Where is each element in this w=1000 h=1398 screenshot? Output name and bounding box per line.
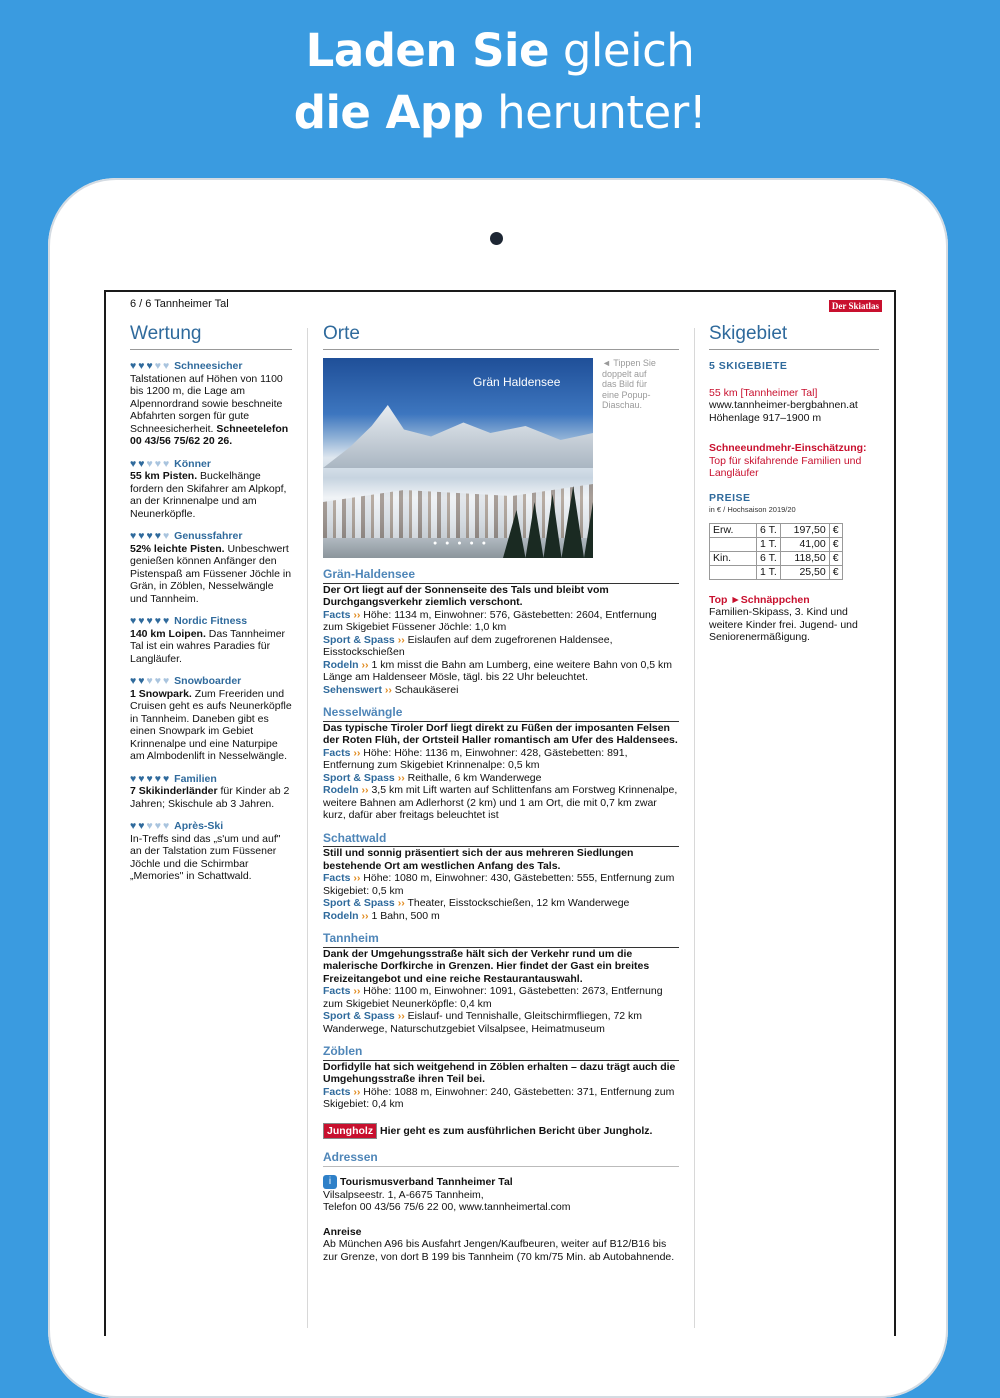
promo-line2-bold: die App <box>293 86 484 139</box>
info-icon[interactable]: i <box>323 1175 337 1189</box>
rating-text: Talstationen auf Höhen von 1100 bis 1200 m, die Lage am Alpennordrand sowie beschneite Abfahrten sorgen für gute Schneesicherheit. <box>130 372 283 435</box>
price-cell-price: 118,50 <box>780 551 829 565</box>
jungholz-tag[interactable]: Jungholz <box>323 1123 377 1139</box>
ort-fact-label: Facts <box>323 608 351 621</box>
ort-fact-row <box>323 772 679 785</box>
ort-section <box>323 932 679 1035</box>
anreise-text: Ab München A96 bis Ausfahrt Jengen/Kaufbeuren, weiter auf B12/B16 bis zur Grenze, von dort B 199 bis Tannheim (70 km/75 Min. ab Autobahnende. <box>323 1238 675 1263</box>
ort-fact-row <box>323 659 679 684</box>
preise-note: in € / Hochsaison 2019/20 <box>709 505 796 514</box>
price-cell-group <box>710 565 757 579</box>
rating-item <box>130 675 292 763</box>
ort-section <box>323 568 679 696</box>
ort-fact-row <box>323 985 679 1010</box>
rating-item <box>130 530 292 605</box>
chevron-right-icon: ›› <box>353 746 361 759</box>
ort-lead: Das typische Tiroler Dorf liegt direkt zu Füßen der imposanten Felsen der Roten Flüh, der Ortsteil Haller romantisch am Ufer des Haldensees. <box>323 721 678 746</box>
rating-name: Familien <box>174 772 217 785</box>
ort-fact-text: Höhe: 1088 m, Einwohner: 240, Gästebetten: 371, Entfernung zum Skigebiet: 0,4 km <box>323 1085 675 1110</box>
hearts-icon: ♥♥♥♥♥ <box>130 530 172 542</box>
rating-text: Das Tannheimer Tal ist ein wahres Paradies für Langläufer. <box>130 627 286 665</box>
price-cell-days: 6 T. <box>757 551 781 565</box>
rating-item <box>130 773 292 811</box>
ort-fact-row <box>323 784 679 822</box>
rating-item <box>130 820 292 883</box>
hearts-icon: ♥♥♥♥♥ <box>130 820 172 832</box>
ort-fact-row <box>323 910 679 923</box>
ort-fact-label: Sport & Spass <box>323 897 395 909</box>
ort-fact-text: Höhe: 1080 m, Einwohner: 430, Gästebetten: 555, Entfernung zum Skigebiet: 0,5 km <box>323 872 675 897</box>
ort-fact-label: Facts <box>323 872 351 884</box>
ort-fact-label: Rodeln <box>323 784 359 796</box>
rating-lead: 140 km Loipen. <box>130 627 206 640</box>
rating-name: Schneesicher <box>174 360 243 372</box>
hearts-icon: ♥♥♥♥♥ <box>130 360 172 372</box>
rating-lead: 1 Snowpark. <box>130 687 192 700</box>
ort-fact-row <box>323 634 679 659</box>
rating-item <box>130 615 292 665</box>
price-cell-group: Kin. <box>710 551 757 565</box>
rating-name: Nordic Fitness <box>174 615 248 627</box>
org-address: Vilsalpseestr. 1, A-6675 Tannheim, <box>323 1188 484 1201</box>
promo-line1-bold: Laden Sie <box>305 24 549 77</box>
rating-lead: 55 km Pisten. <box>130 470 198 482</box>
orte-column <box>323 322 679 1263</box>
ort-fact-text: Theater, Eisstockschießen, 12 km Wanderwege <box>407 897 630 909</box>
rating-name: Snowboarder <box>174 675 242 687</box>
wertung-title: Wertung <box>130 322 292 350</box>
ort-fact-label: Facts <box>323 985 351 997</box>
adressen-title: Adressen <box>323 1151 679 1167</box>
screen <box>104 290 896 1336</box>
rating-item <box>130 458 292 521</box>
ort-fact-text: Eislaufen auf dem zugefrorenen Haldensee, Eisstockschießen <box>323 633 613 658</box>
ort-fact-label: Sport & Spass <box>323 633 395 646</box>
rating-tail: Schneetelefon 00 43/56 75/62 20 26. <box>130 422 289 447</box>
price-cell-cur: € <box>829 523 842 537</box>
ort-name: Tannheim <box>323 932 679 948</box>
price-cell-days: 1 T. <box>757 565 781 579</box>
chevron-right-icon: ›› <box>353 1085 361 1098</box>
pisten-km: 55 km [Tannheimer Tal] <box>709 386 818 399</box>
preise-title: PREISE <box>709 491 751 504</box>
ort-lead: Still und sonnig präsentiert sich der aus mehreren Siedlungen bestehende Ort am westlichen Anfang des Tals. <box>323 847 634 872</box>
rating-item <box>130 360 292 448</box>
chevron-right-icon: ›› <box>361 784 369 796</box>
price-cell-cur: € <box>829 565 842 579</box>
ort-fact-label: Facts <box>323 746 351 759</box>
price-table <box>709 523 843 580</box>
price-row <box>710 565 843 579</box>
ort-fact-text: 3,5 km mit Lift warten auf Schlittenfans am Forstweg Krinnenalpe, weitere Bahnen am Adlerhorst (2 km) und 1 am Ort, die mit 0,7 km zwar kurz, dafür aber freitags beleuchtet ist <box>323 784 678 821</box>
ort-fact-row <box>323 684 679 697</box>
ort-fact-label: Sehenswert <box>323 683 382 696</box>
hearts-icon: ♥♥♥♥♥ <box>130 772 172 785</box>
ort-fact-label: Sport & Spass <box>323 771 395 784</box>
promo-line1-light: gleich <box>562 24 695 77</box>
wertung-column <box>130 322 292 883</box>
ort-fact-label: Rodeln <box>323 909 359 922</box>
ort-fact-label: Rodeln <box>323 658 359 671</box>
top-title: ►Schnäppchen <box>730 593 810 606</box>
ort-fact-row <box>323 1086 679 1111</box>
promo-line2-light: herunter! <box>497 86 707 139</box>
top-deal-heading <box>709 594 879 607</box>
chevron-right-icon: ›› <box>397 633 405 646</box>
column-divider <box>307 328 308 1328</box>
price-cell-days: 1 T. <box>757 537 781 551</box>
price-cell-price: 41,00 <box>780 537 829 551</box>
einschaetzung-title: Schneeundmehr-Einschätzung: <box>709 442 867 454</box>
price-row <box>710 523 843 537</box>
chevron-right-icon: ›› <box>361 909 369 922</box>
skigebiet-column <box>709 322 879 644</box>
anreise-title: Anreise <box>323 1225 362 1238</box>
ort-lead: Dank der Umgehungsstraße hält sich der Verkehr rund um die malerische Dorfkirche in Grenzen. Hier findet der Gast ein breites Freizeitangebot und eine reiche Restaurantauswahl. <box>323 947 650 985</box>
brand-logo[interactable]: Der Skiatlas <box>829 300 882 312</box>
ort-fact-text: Eislauf- und Tennishalle, Gleitschirmfliegen, 72 km Wanderwege, Naturschutzgebiet Vilsalpsee, Heimatmuseum <box>323 1010 643 1035</box>
bergbahnen-url[interactable]: www.tannheimer-bergbahnen.at <box>709 399 858 411</box>
slideshow-photo[interactable] <box>323 358 593 558</box>
ort-fact-text: Höhe: 1134 m, Einwohner: 576, Gästebetten: 2604, Entfernung zum Skigebiet Füssener Jöchle: 1,0 km <box>323 608 657 633</box>
price-cell-group: Erw. <box>710 523 757 537</box>
chevron-right-icon: ›› <box>361 658 369 671</box>
photo-caption: Grän Haldensee <box>473 375 561 389</box>
rating-name: Genussfahrer <box>174 530 243 542</box>
ort-fact-row <box>323 872 679 897</box>
hearts-icon: ♥♥♥♥♥ <box>130 457 172 470</box>
ort-name: Grän-Haldensee <box>323 568 679 584</box>
jungholz-text[interactable]: Hier geht es zum ausführlichen Bericht über Jungholz. <box>380 1124 653 1137</box>
slideshow-dots[interactable]: ● ● ● ● ● <box>433 539 489 547</box>
ort-fact-row <box>323 1010 679 1035</box>
chevron-right-icon: ›› <box>353 608 361 621</box>
ort-fact-text: Reithalle, 6 km Wanderwege <box>407 771 542 784</box>
rating-text: für Kinder ab 2 Jahren; Skischule ab 3 Jahren. <box>130 785 290 810</box>
chevron-right-icon: ›› <box>397 771 405 784</box>
ort-section <box>323 832 679 923</box>
chevron-right-icon: ›› <box>353 985 361 997</box>
price-cell-price: 25,50 <box>780 565 829 579</box>
ort-section <box>323 706 679 822</box>
ort-lead: Der Ort liegt auf der Sonnenseite des Tals und bleibt vom Durchgangsverkehr ziemlich verschont. <box>323 583 609 608</box>
price-row <box>710 537 843 551</box>
einschaetzung-text: Top für skifahrende Familien und Langläufer <box>709 454 862 479</box>
ort-fact-row <box>323 897 679 910</box>
rating-name: Après-Ski <box>174 820 224 832</box>
ort-fact-text: Höhe: 1100 m, Einwohner: 1091, Gästebetten: 2673, Entfernung zum Skigebiet Neunerköpfle: 0,4 km <box>323 985 663 1010</box>
price-cell-days: 6 T. <box>757 523 781 537</box>
ort-fact-text: 1 km misst die Bahn am Lumberg, eine weitere Bahn von 0,5 km Länge am Haldenseer Mösle, tägl. bis 22 Uhr beleuchtet. <box>323 658 672 683</box>
price-cell-cur: € <box>829 551 842 565</box>
ort-fact-text: Schaukäserei <box>394 683 459 696</box>
price-cell-group <box>710 537 757 551</box>
column-divider <box>694 328 695 1328</box>
skigebiete-count: 5 SKIGEBIETE <box>709 360 788 372</box>
ort-fact-label: Sport & Spass <box>323 1010 395 1022</box>
chevron-right-icon: ›› <box>384 683 392 696</box>
hearts-icon: ♥♥♥♥♥ <box>130 615 172 627</box>
ort-fact-text: 1 Bahn, 500 m <box>371 909 440 922</box>
ort-fact-label: Facts <box>323 1085 351 1098</box>
top-text: Familien-Skipass, 3. Kind und weitere Kinder frei. Jugend- und Seniorenermäßigung. <box>709 606 858 643</box>
ort-name: Nesselwängle <box>323 706 679 722</box>
orte-title: Orte <box>323 322 679 350</box>
jungholz-link[interactable] <box>323 1125 679 1138</box>
chevron-right-icon: ›› <box>397 897 405 909</box>
rating-name: Könner <box>174 457 211 470</box>
ort-fact-row <box>323 747 679 772</box>
adressen-section <box>323 1151 679 1263</box>
ort-name: Zöblen <box>323 1045 679 1061</box>
top-label: Top <box>709 593 728 606</box>
camera-icon <box>490 232 503 245</box>
hearts-icon: ♥♥♥♥♥ <box>130 675 172 687</box>
slideshow-tip: ◄ Tippen Sie doppelt auf das Bild für eine Popup-Diaschau. <box>602 358 656 410</box>
rating-lead: 7 Skikinderländer <box>130 785 218 797</box>
ort-section <box>323 1045 679 1111</box>
promo-headline <box>0 20 1000 144</box>
org-name: Tourismusverband Tannheimer Tal <box>340 1175 513 1188</box>
chevron-right-icon: ›› <box>353 872 361 884</box>
chevron-right-icon: ›› <box>397 1010 405 1022</box>
ort-lead: Dorfidylle hat sich weitgehend in Zöblen erhalten – dazu trägt auch die Umgehungsstraße ihren Teil bei. <box>323 1060 676 1085</box>
top-bar <box>106 292 894 316</box>
ort-fact-row <box>323 609 679 634</box>
page-indicator: 6 / 6 Tannheimer Tal <box>130 298 229 310</box>
ort-fact-text: Höhe: Höhe: 1136 m, Einwohner: 428, Gästebetten: 891, Entfernung zum Skigebiet Krinnenalpe: 0,5 km <box>323 746 628 771</box>
skigebiet-title: Skigebiet <box>709 322 879 350</box>
rating-text: Unbeschwert genießen können Anfänger den Pistenspaß am Füssener Jöchle in Grän, in Zöblen, Nesselwängle und Tannheim. <box>130 542 292 605</box>
rating-lead: 52% leichte Pisten. <box>130 542 225 555</box>
rating-text: Zum Freeriden und Cruisen geht es aufs Neunerköpfle in Tannheim. Daneben gibt es einen Snowpark im Gebiet Krinnenalpe und eine Naturpipe am Almbodenlift in Nesselwängle. <box>130 687 292 762</box>
hoehenlage: Höhenlage 917–1900 m <box>709 411 822 424</box>
org-phone[interactable]: Telefon 00 43/56 75/6 22 00, www.tannheimertal.com <box>323 1201 571 1213</box>
ort-name: Schattwald <box>323 832 679 848</box>
price-cell-cur: € <box>829 537 842 551</box>
rating-text: In-Treffs sind das „s'um und auf" an der Talstation zum Füssener Jöchle und die Schirmbar „Memories" in Schattwald. <box>130 832 281 882</box>
rating-text: Buckelhänge fordern den Skifahrer am Alpkopf, an der Krinnenalpe und am Neunerköpfle. <box>130 470 287 520</box>
mountain-shape <box>323 398 593 468</box>
price-cell-price: 197,50 <box>780 523 829 537</box>
price-row <box>710 551 843 565</box>
